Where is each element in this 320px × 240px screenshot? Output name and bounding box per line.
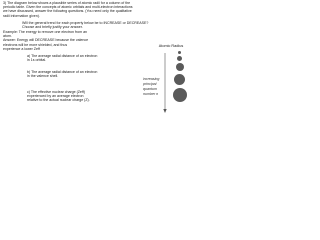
sub-question-b bbox=[27, 70, 97, 79]
question-instruction bbox=[22, 21, 148, 30]
instruction-line: Choose and briefly justify your answer. bbox=[22, 24, 83, 29]
sub-question-line: in 1s orbital. bbox=[27, 57, 47, 62]
trend-label-line: number n bbox=[143, 92, 159, 96]
sub-question-line: b) The average radial distance of an electron bbox=[27, 69, 98, 74]
example-line: experience a lower Zeff bbox=[3, 47, 40, 52]
sub-question-line: experienced by an average electron bbox=[27, 93, 84, 98]
example-line: Answer: Energy will DECREASE because the valence bbox=[3, 38, 89, 43]
intro-line: radii information given). bbox=[3, 13, 40, 18]
atomic-radius-diagram bbox=[143, 44, 199, 116]
sub-question-line: relative to the actual nuclear charge (Z). bbox=[27, 98, 90, 103]
instruction-line: Will the general trend for each property below be to INCREASE or DECREASE? bbox=[22, 20, 149, 25]
example-line: atom. bbox=[3, 33, 12, 38]
trend-label-line: quantum bbox=[143, 87, 157, 91]
intro-line: periodic table. Given the concepts of atomic orbitals and multi-electron interactions bbox=[3, 4, 133, 9]
worksheet-page bbox=[0, 0, 200, 116]
sub-question-c bbox=[27, 90, 90, 103]
intro-line: we have discussed, answer the following questions. (You need only the qualitative bbox=[3, 9, 132, 14]
example-line: electrons will be more shielded, and thus bbox=[3, 42, 68, 47]
sub-question-a bbox=[27, 54, 97, 63]
trend-label-line: increasing bbox=[143, 77, 160, 81]
trend-label bbox=[143, 77, 162, 97]
question-intro bbox=[3, 1, 133, 19]
trend-label-line: principal bbox=[143, 82, 157, 86]
example-line: Example: The energy to remove one electron from an bbox=[3, 29, 88, 34]
diagram-title: Atomic Radius bbox=[158, 44, 184, 48]
intro-line: 3) The diagram below shows a plausible series of atomic radii for a column of the bbox=[3, 0, 131, 5]
worked-example bbox=[3, 30, 88, 52]
sub-question-line: c) The effective nuclear charge (Zeff) bbox=[27, 89, 85, 94]
sub-question-line: a) The average radial distance of an electron bbox=[27, 53, 98, 58]
sub-question-line: in the valence shell. bbox=[27, 73, 59, 78]
